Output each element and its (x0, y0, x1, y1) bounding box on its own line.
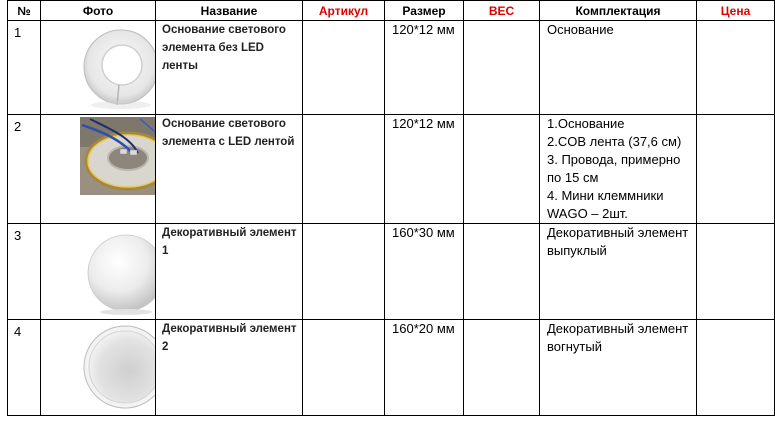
row-number: 4 (8, 320, 41, 416)
header-name: Название (156, 1, 303, 21)
base-ring-led-photo (80, 117, 156, 195)
table-row (8, 320, 775, 416)
size-cell: 160*20 мм (385, 320, 464, 416)
article-cell (303, 21, 385, 115)
kit-line: Декоративный элемент вогнутый (547, 321, 692, 354)
price-cell (697, 21, 775, 115)
spec-table (7, 0, 775, 416)
item-name: Декоративный элемент 2 (156, 320, 303, 416)
kit-cell (540, 115, 697, 224)
size-cell: 120*12 мм (385, 21, 464, 115)
concave-disc-photo (81, 322, 156, 412)
item-name: Основание светового элемента с LED лентой (156, 115, 303, 224)
size-cell: 160*30 мм (385, 224, 464, 320)
photo-cell (41, 320, 156, 416)
photo-cell (41, 224, 156, 320)
weight-cell (464, 320, 540, 416)
header-size: Размер (385, 1, 464, 21)
article-cell (303, 224, 385, 320)
kit-line: Декоративный элемент выпуклый (547, 225, 692, 258)
kit-line: Основание (547, 22, 614, 37)
table-row (8, 21, 775, 115)
base-ring-photo (81, 25, 156, 111)
weight-cell (464, 21, 540, 115)
kit-cell (540, 21, 697, 115)
weight-cell (464, 115, 540, 224)
row-number: 2 (8, 115, 41, 224)
price-cell (697, 115, 775, 224)
row-number: 3 (8, 224, 41, 320)
table-row (8, 224, 775, 320)
header-num: № (8, 1, 41, 21)
size-cell: 120*12 мм (385, 115, 464, 224)
table-row (8, 115, 775, 224)
kit-line: 1.Основание (547, 116, 625, 131)
weight-cell (464, 224, 540, 320)
kit-line: 3. Провода, примерно по 15 см (547, 152, 684, 185)
header-row (8, 1, 775, 21)
convex-disc-photo (85, 228, 156, 316)
photo-cell (41, 115, 156, 224)
price-cell (697, 320, 775, 416)
header-photo: Фото (41, 1, 156, 21)
row-number: 1 (8, 21, 41, 115)
price-cell (697, 224, 775, 320)
header-kit: Комплектация (540, 1, 697, 21)
item-name: Декоративный элемент 1 (156, 224, 303, 320)
header-article: Артикул (303, 1, 385, 21)
photo-cell (41, 21, 156, 115)
kit-cell (540, 224, 697, 320)
header-weight: ВЕС (464, 1, 540, 21)
article-cell (303, 115, 385, 224)
kit-line: 2.COB лента (37,6 см) (547, 134, 682, 149)
kit-cell (540, 320, 697, 416)
item-name: Основание светового элемента без LED ленты (156, 21, 303, 115)
article-cell (303, 320, 385, 416)
kit-line: 4. Мини клеммники WAGO – 2шт. (547, 188, 668, 221)
header-price: Цена (697, 1, 775, 21)
